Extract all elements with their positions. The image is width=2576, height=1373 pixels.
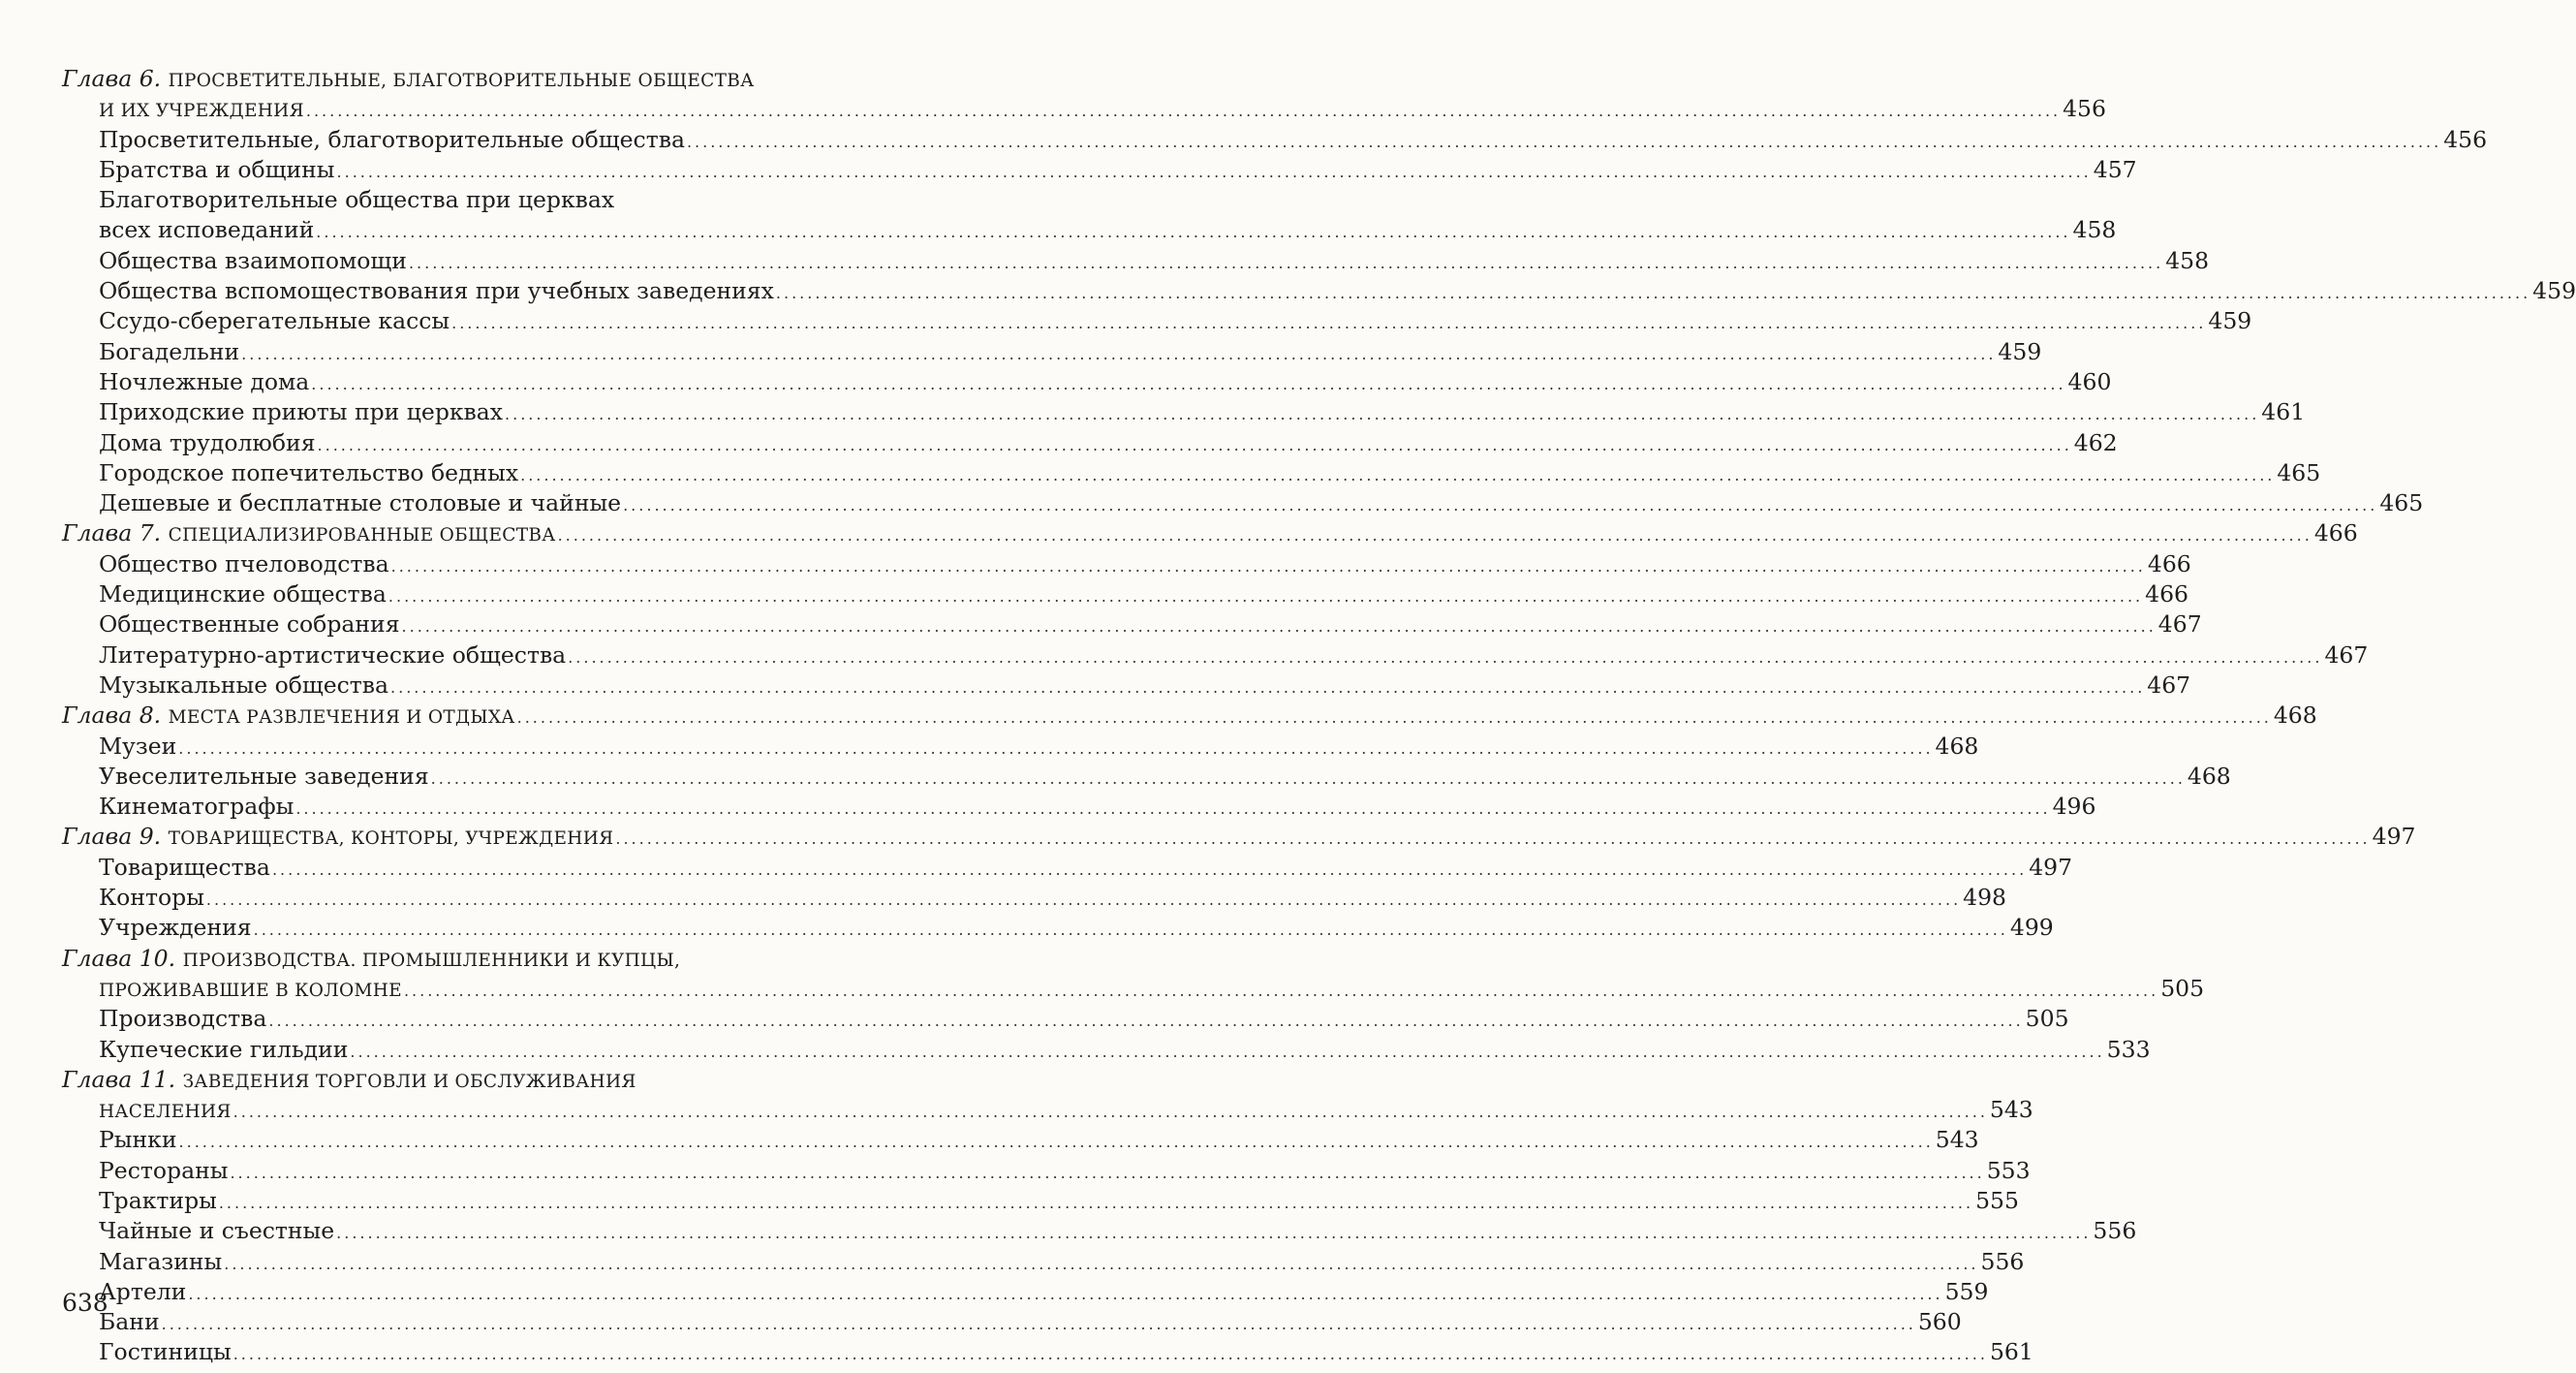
toc-page-number: 465 — [2379, 489, 2424, 517]
chapter-title-continuation: ПРОЖИВАВШИЕ В КОЛОМНЕ — [99, 980, 402, 1001]
chapter-number: Глава 7. — [62, 519, 162, 547]
dot-leader — [254, 915, 2008, 945]
toc-section-row — [62, 337, 2042, 367]
toc-section-row — [62, 428, 2118, 458]
toc-chapter-row — [62, 518, 2358, 548]
toc-section-row — [62, 732, 1979, 762]
dot-leader — [687, 127, 2441, 157]
toc-page-number: 467 — [2147, 671, 2191, 699]
toc-section-row — [62, 488, 2424, 518]
chapter-title: ПРОИЗВОДСТВА. ПРОМЫШЛЕННИКИ И КУПЦЫ, — [182, 950, 681, 971]
toc-section-row — [62, 185, 765, 215]
toc-section-row — [62, 1277, 1989, 1307]
dot-leader — [623, 490, 2377, 520]
toc-section-row — [62, 549, 2191, 579]
dot-leader — [568, 642, 2322, 672]
toc-entry-label: Приходские приюты при церквах — [99, 398, 504, 426]
toc-entry-label: Общества вспомоществования при учебных заведениях — [99, 277, 774, 305]
toc-entry-label: Товарищества — [99, 853, 270, 881]
dot-leader — [206, 885, 1961, 915]
toc-page-number: 466 — [2145, 580, 2188, 608]
toc-page-number: 465 — [2277, 458, 2321, 486]
toc-page-number: 561 — [1989, 1338, 2033, 1366]
toc-section-row — [62, 1337, 2033, 1367]
toc-page-number: 466 — [2147, 549, 2191, 577]
toc-section-row — [62, 367, 2112, 397]
toc-page-number: 456 — [2443, 125, 2488, 153]
toc-entry-label: Благотворительные общества при церквах — [99, 186, 615, 214]
toc-entry-label: Городское попечительство бедных — [99, 458, 519, 486]
toc-entry-label — [62, 822, 613, 854]
toc-entry-label: Производства — [99, 1005, 267, 1033]
toc-section-row — [62, 215, 2117, 245]
toc-section-row — [62, 579, 2188, 609]
chapter-title: ЗАВЕДЕНИЯ ТОРГОВЛИ И ОБСЛУЖИВАНИЯ — [182, 1071, 636, 1092]
toc-entry-label: Чайные и съестные — [99, 1217, 335, 1245]
toc-entry-label: Артели — [99, 1277, 187, 1305]
toc-section-row — [62, 397, 2306, 427]
toc-page-number: 459 — [1998, 337, 2042, 365]
chapter-title: СПЕЦИАЛИЗИРОВАННЫЕ ОБЩЕСТВА — [168, 525, 556, 546]
dot-leader — [390, 672, 2145, 702]
toc-page-number: 467 — [2157, 610, 2202, 639]
toc-entry-label: Конторы — [99, 884, 204, 912]
toc-entry-label — [62, 518, 556, 550]
toc-entry-label: Рынки — [99, 1126, 177, 1154]
toc-entry-label: Рестораны — [99, 1156, 229, 1184]
chapter-number: Глава 8. — [62, 702, 162, 730]
toc-section-row — [62, 1307, 1962, 1337]
dot-leader — [409, 248, 2163, 278]
toc-page-number: 467 — [2324, 640, 2369, 669]
toc-entry-label: Магазины — [99, 1247, 223, 1275]
toc-page-number: 543 — [1989, 1096, 2033, 1124]
toc-entry-label: Ночлежные дома — [99, 367, 310, 395]
toc-entry-label: Дома трудолюбия — [99, 428, 316, 456]
dot-leader — [404, 976, 2158, 1006]
toc-chapter-row — [62, 1065, 765, 1095]
chapter-title-continuation: И ИХ УЧРЕЖДЕНИЯ — [99, 101, 304, 122]
toc-entry-label: Учреждения — [99, 914, 252, 942]
toc-page-number: 460 — [2067, 367, 2112, 395]
toc-entry-label: Купеческие гильдии — [99, 1035, 349, 1063]
toc-page-number: 556 — [1980, 1247, 2025, 1275]
toc-entry-label — [62, 701, 515, 733]
dot-leader — [337, 157, 2092, 187]
dot-leader — [179, 1127, 1934, 1157]
toc-page-number: 556 — [2093, 1217, 2137, 1245]
dot-leader — [224, 1249, 1978, 1279]
toc-page-number: 555 — [1975, 1186, 2019, 1214]
toc-section-row — [62, 306, 2252, 336]
dot-leader — [336, 1218, 2091, 1248]
dot-leader — [615, 824, 2370, 854]
toc-entry-label: Литературно-артистические общества — [99, 640, 567, 669]
toc-entry-label: Ссудо-сберегательные кассы — [99, 307, 450, 335]
toc-page-number: 559 — [1944, 1277, 1989, 1305]
toc-page-number: 468 — [2187, 762, 2231, 790]
dot-leader — [431, 764, 2186, 794]
toc-page-number: 459 — [2532, 277, 2576, 305]
toc-section-row — [62, 671, 2191, 701]
dot-leader — [505, 399, 2259, 429]
dot-leader — [388, 581, 2143, 611]
dot-leader — [162, 1309, 1916, 1339]
toc-section-row — [62, 609, 2202, 640]
toc-section-row — [62, 1035, 2151, 1065]
toc-section-row — [62, 1247, 2025, 1277]
toc-page-number: 466 — [2313, 519, 2358, 547]
toc-entry-label: Увеселительные заведения — [99, 762, 429, 790]
toc-section-row — [62, 155, 2137, 185]
dot-leader — [295, 794, 2050, 824]
dot-leader — [230, 1158, 1984, 1188]
toc-entry-label: Музыкальные общества — [99, 671, 389, 699]
dot-leader — [311, 369, 2065, 399]
toc-section-row — [62, 246, 2210, 276]
dot-leader — [350, 1037, 2104, 1067]
toc-section-row — [62, 1125, 1979, 1155]
dot-leader — [233, 1339, 1988, 1369]
toc-page-number: 462 — [2073, 428, 2118, 456]
toc-section-row — [62, 1004, 2069, 1034]
toc-section-row — [62, 1216, 2137, 1246]
toc-section-row — [62, 276, 2576, 306]
toc-chapter-continuation — [62, 94, 2106, 124]
toc-entry-label: Просветительные, благотворительные общества — [99, 125, 685, 153]
dot-leader — [272, 855, 2027, 885]
toc-page-number: 468 — [2273, 702, 2317, 730]
dot-leader — [268, 1006, 2023, 1036]
chapter-number: Глава 11. — [62, 1065, 176, 1093]
toc-section-row — [62, 640, 2369, 671]
toc-entry-label — [62, 1065, 636, 1097]
toc-section-row — [62, 792, 2096, 822]
toc-entry-label: Кинематографы — [99, 793, 295, 821]
toc-entry-label: всех исповеданий — [99, 216, 315, 244]
dot-leader — [776, 278, 2530, 308]
toc-chapter-row — [62, 822, 2416, 852]
table-of-contents — [62, 64, 2576, 1368]
toc-page-number: 457 — [2093, 155, 2137, 183]
toc-chapter-row — [62, 64, 765, 94]
toc-page-number: 560 — [1917, 1308, 1962, 1336]
toc-section-row — [62, 1156, 2031, 1186]
toc-page-number: 458 — [2072, 216, 2117, 244]
toc-page-number: 505 — [2160, 974, 2205, 1002]
toc-page-number: 505 — [2025, 1005, 2069, 1033]
toc-page-number: 496 — [2052, 793, 2096, 821]
dot-leader — [402, 611, 2157, 641]
toc-entry-label — [62, 944, 680, 976]
dot-leader — [558, 520, 2312, 550]
toc-entry-label: Общественные собрания — [99, 610, 400, 639]
toc-entry-label: Трактиры — [99, 1186, 217, 1214]
page-number: 638 — [62, 1289, 109, 1317]
toc-entry-label: Дешевые и бесплатные столовые и чайные — [99, 489, 622, 517]
toc-page-number: 499 — [2009, 914, 2054, 942]
toc-entry-label — [99, 974, 402, 1006]
toc-section-row — [62, 913, 2054, 943]
toc-page-number: 533 — [2106, 1035, 2151, 1063]
dot-leader — [188, 1279, 1942, 1309]
dot-leader — [306, 96, 2061, 126]
toc-page-number: 553 — [1986, 1156, 2031, 1184]
dot-leader — [391, 551, 2146, 581]
toc-entry-label: Богадельни — [99, 337, 240, 365]
toc-page-number: 497 — [2372, 823, 2416, 851]
chapter-title: ТОВАРИЩЕСТВА, КОНТОРЫ, УЧРЕЖДЕНИЯ — [168, 828, 614, 850]
toc-entry-label: Общество пчеловодства — [99, 549, 389, 577]
toc-page-number: 459 — [2208, 307, 2252, 335]
toc-entry-label: Гостиницы — [99, 1338, 232, 1366]
toc-page-number: 498 — [1963, 884, 2007, 912]
chapter-title-continuation: НАСЕЛЕНИЯ — [99, 1102, 232, 1123]
toc-entry-label — [99, 94, 304, 126]
chapter-number: Глава 9. — [62, 823, 162, 851]
toc-entry-label — [99, 1095, 232, 1127]
toc-section-row — [62, 1186, 2019, 1216]
dot-leader — [219, 1188, 1973, 1218]
toc-entry-label: Бани — [99, 1308, 160, 1336]
chapter-title: МЕСТА РАЗВЛЕЧЕНИЯ И ОТДЫХА — [168, 707, 515, 729]
toc-page-number: 543 — [1935, 1126, 1979, 1154]
toc-section-row — [62, 458, 2321, 488]
chapter-number: Глава 10. — [62, 944, 176, 972]
dot-leader — [517, 702, 2272, 733]
toc-page-number: 461 — [2261, 398, 2306, 426]
dot-leader — [520, 460, 2275, 490]
toc-chapter-continuation — [62, 974, 2205, 1004]
toc-section-row — [62, 125, 2488, 155]
dot-leader — [451, 308, 2206, 338]
toc-chapter-continuation — [62, 1095, 2033, 1125]
toc-section-row — [62, 883, 2007, 913]
dot-leader — [233, 1097, 1988, 1127]
toc-page-number: 456 — [2063, 95, 2106, 123]
dot-leader — [178, 733, 1933, 764]
toc-entry-label — [62, 64, 754, 96]
toc-section-row — [62, 762, 2231, 792]
toc-chapter-row — [62, 944, 765, 974]
toc-page-number: 458 — [2165, 246, 2210, 274]
dot-leader — [316, 217, 2070, 247]
chapter-number: Глава 6. — [62, 65, 162, 92]
toc-chapter-row — [62, 701, 2317, 731]
toc-entry-label: Братства и общины — [99, 155, 335, 183]
toc-page-number: 468 — [1935, 732, 1979, 760]
toc-section-row — [62, 853, 2073, 883]
toc-entry-label: Медицинские общества — [99, 580, 387, 608]
toc-entry-label: Общества взаимопомощи — [99, 246, 407, 274]
toc-page-number: 497 — [2029, 853, 2073, 881]
dot-leader — [241, 339, 1996, 369]
chapter-title: ПРОСВЕТИТЕЛЬНЫЕ, БЛАГОТВОРИТЕЛЬНЫЕ ОБЩЕСТВА — [168, 71, 755, 91]
toc-entry-label: Музеи — [99, 732, 177, 760]
dot-leader — [318, 430, 2072, 460]
